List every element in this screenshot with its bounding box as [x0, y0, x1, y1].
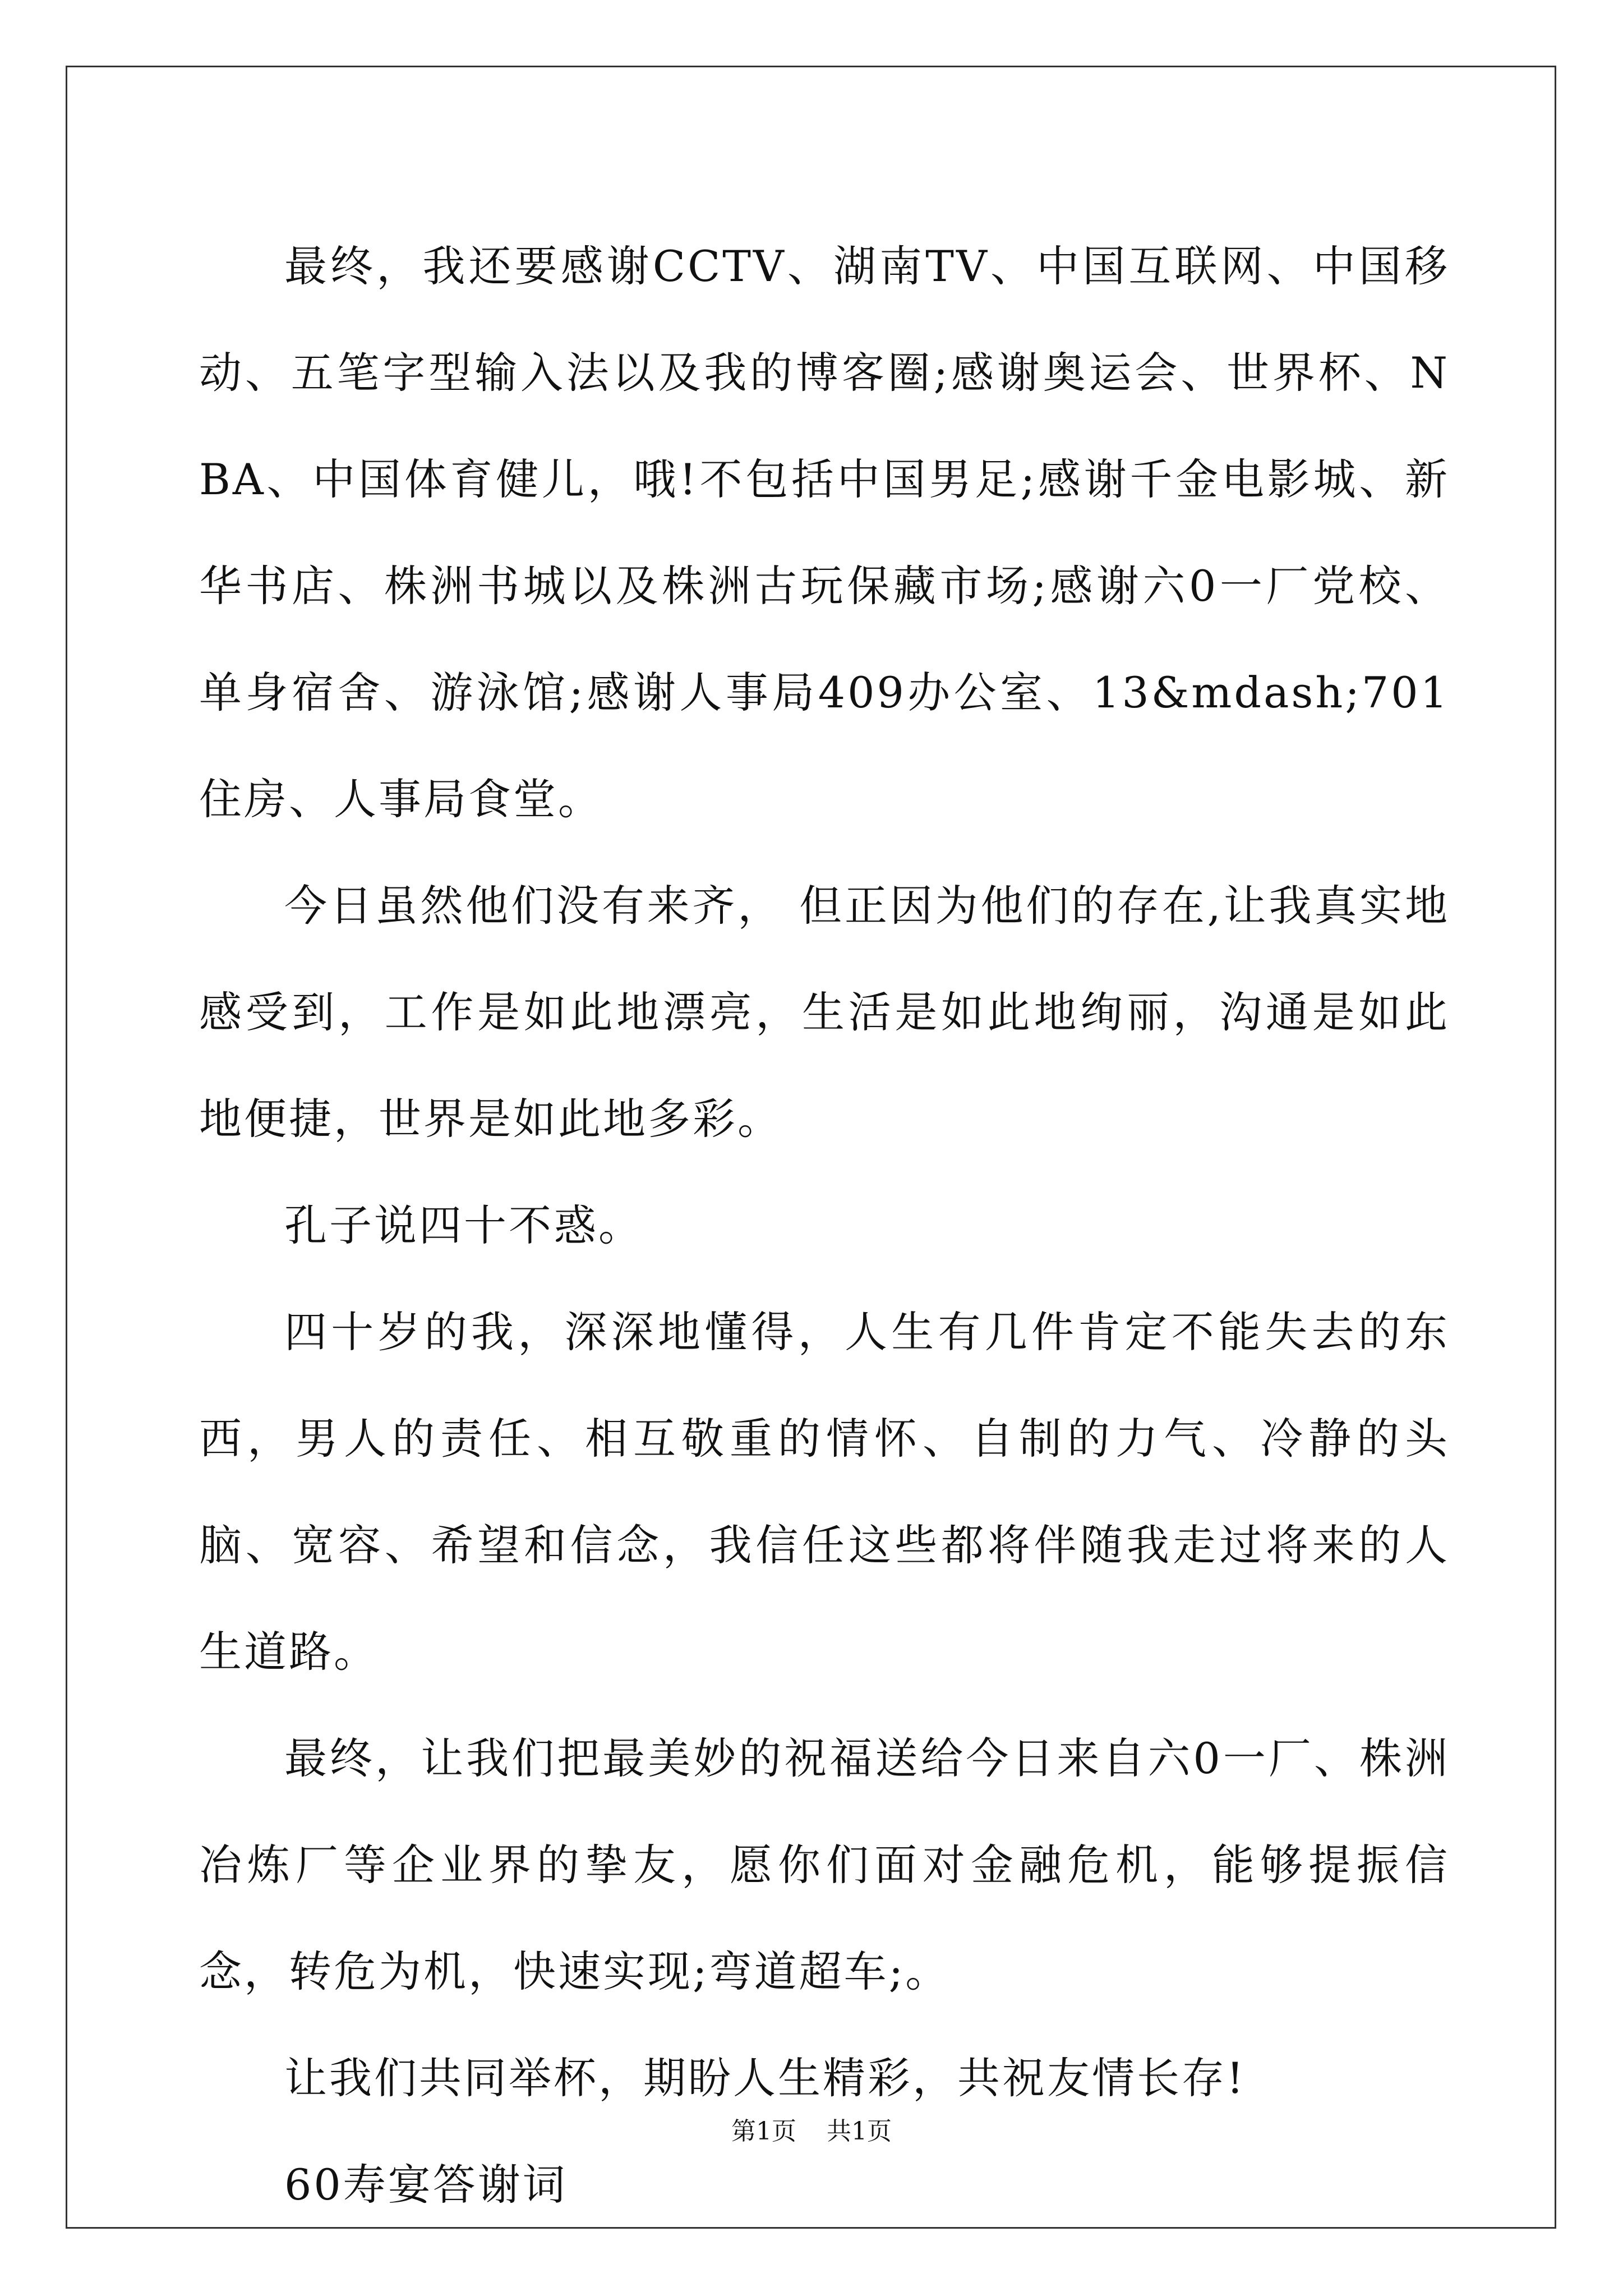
paragraph-blessing: 最终，让我们把最美妙的祝福送给今日来自六0一厂、株洲冶炼厂等企业界的挚友，愿你们面对金融危机，能够提振信念，转危为机，快速实现;弯道超车;。	[199, 1733, 1450, 1996]
paragraph-age-forty: 四十岁的我，深深地懂得，人生有几件肯定不能失去的东西，男人的责任、相互敬重的情怀、自制的力气、冷静的头脑、宽容、希望和信念，我信任这些都将伴随我走过将来的人生道路。	[199, 1307, 1450, 1677]
paragraph-absent-guests: 今日虽然他们没有来齐， 但正因为他们的存在,让我真实地感受到，工作是如此地漂亮，生活是如此地绚丽，沟通是如此地便捷，世界是如此地多彩。	[199, 881, 1450, 1144]
page-footer	[0, 2115, 1623, 2148]
paragraph-thanks-list: 最终，我还要感谢CCTV、湖南TV、中国互联网、中国移动、五笔字型输入法以及我的博客圈;感谢奥运会、世界杯、NBA、中国体育健儿，哦!不包括中国男足;感谢千金电影城、新华书店、株洲书城以及株洲古玩保藏市场;感谢六0一厂党校、单身宿舍、游泳馆;感谢人事局409办公室、13&mdash;701住房、人事局食堂。	[199, 241, 1450, 824]
document-body	[199, 213, 1450, 2238]
page-number-current: 第1页	[731, 2117, 796, 2146]
page-number-total: 共1页	[827, 2117, 892, 2146]
section-heading: 60寿宴答谢词	[284, 2160, 568, 2210]
paragraph-toast: 让我们共同举杯，期盼人生精彩，共祝友情长存!	[284, 2053, 1246, 2103]
paragraph-confucius: 孔子说四十不惑。	[284, 1200, 643, 1250]
